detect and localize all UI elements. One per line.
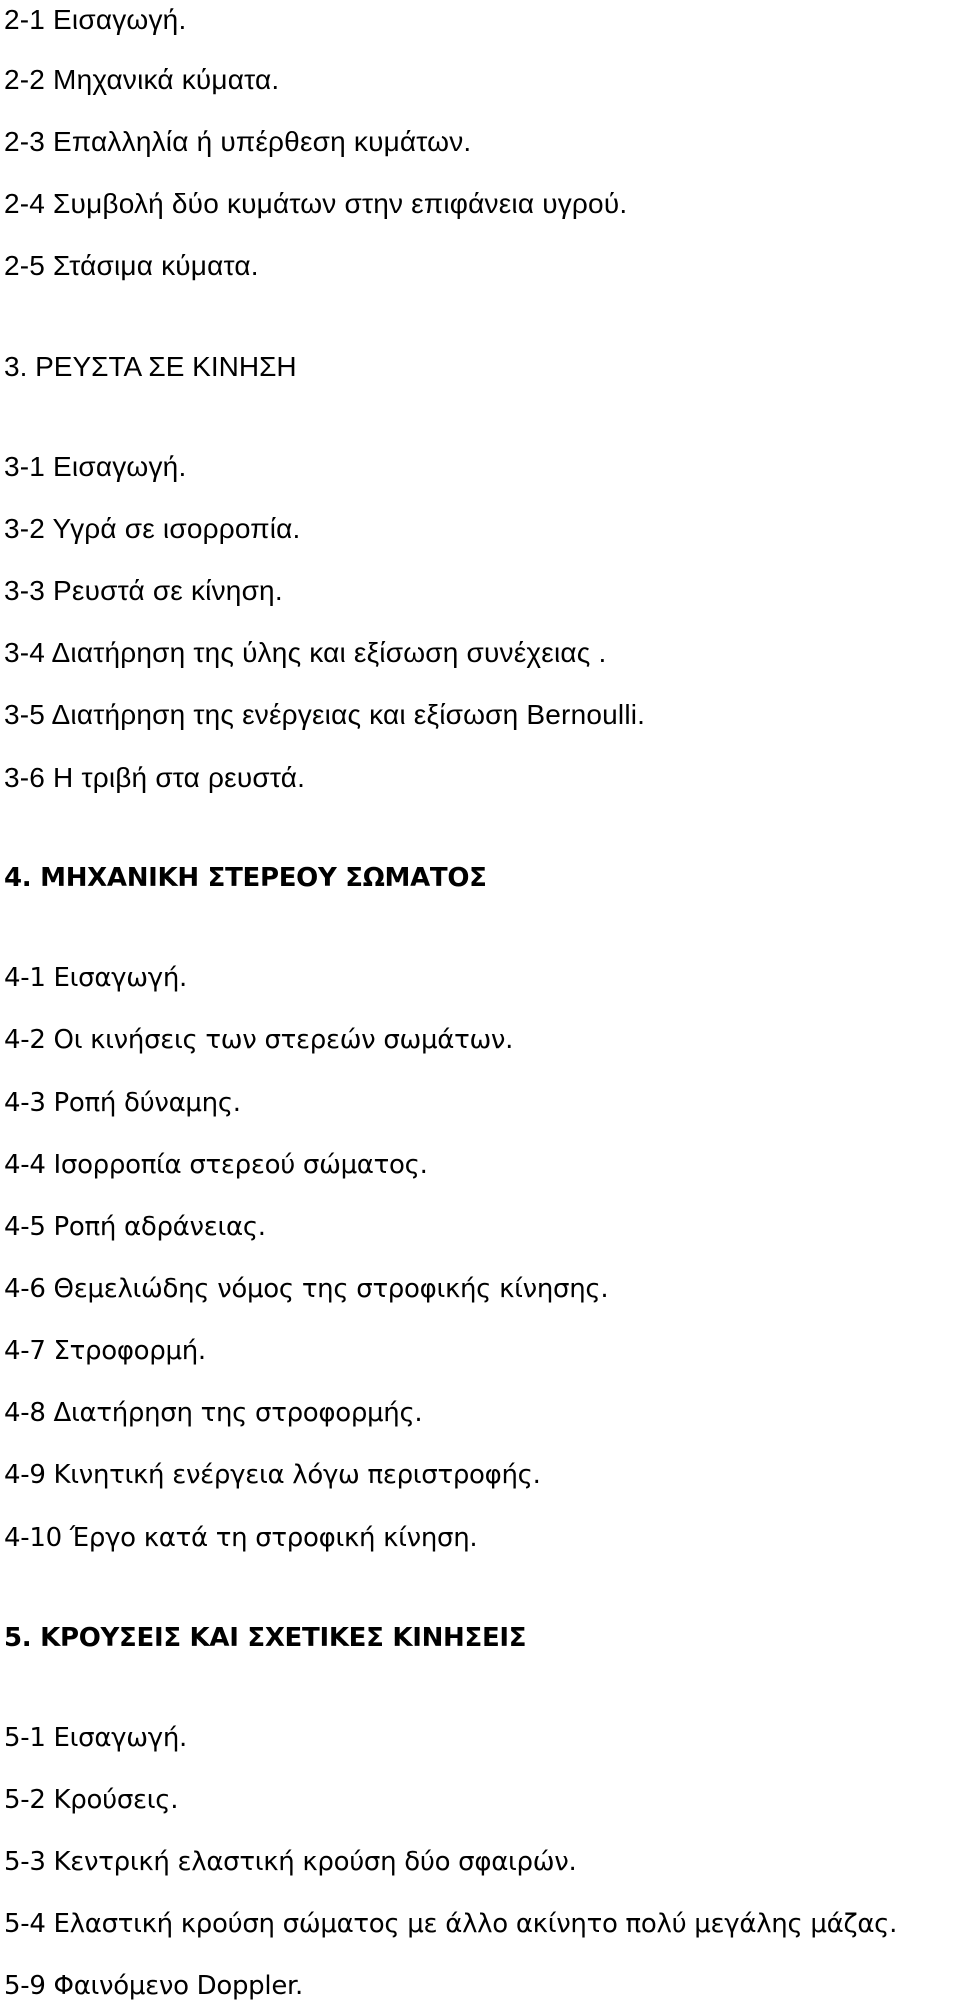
toc-item-4-5: 4-5 Ροπή αδράνειας. — [4, 1212, 266, 1242]
toc-item-5-4: 5-4 Ελαστική κρούση σώματος με άλλο ακίνητο πολύ μεγάλης μάζας. — [4, 1909, 898, 1939]
toc-item-2-5: 2-5 Στάσιμα κύματα. — [4, 250, 259, 281]
toc-item-4-6: 4-6 Θεμελιώδης νόμος της στροφικής κίνησης. — [4, 1274, 609, 1304]
toc-item-4-7: 4-7 Στροφορμή. — [4, 1336, 206, 1366]
toc-item-2-3: 2-3 Επαλληλία ή υπέρθεση κυμάτων. — [4, 126, 472, 157]
toc-item-2-4: 2-4 Συμβολή δύο κυμάτων στην επιφάνεια υγρού. — [4, 188, 628, 219]
toc-item-5-3: 5-3 Κεντρική ελαστική κρούση δύο σφαιρών. — [4, 1847, 577, 1877]
toc-item-3-2: 3-2 Υγρά σε ισορροπία. — [4, 513, 301, 544]
toc-item-5-1: 5-1 Εισαγωγή. — [4, 1723, 187, 1753]
toc-item-4-1: 4-1 Εισαγωγή. — [4, 963, 187, 993]
toc-item-4-4: 4-4 Ισορροπία στερεού σώματος. — [4, 1150, 428, 1180]
toc-item-4-9: 4-9 Κινητική ενέργεια λόγω περιστροφής. — [4, 1460, 541, 1490]
toc-item-4-2: 4-2 Οι κινήσεις των στερεών σωμάτων. — [4, 1025, 514, 1055]
toc-item-2-2: 2-2 Μηχανικά κύματα. — [4, 64, 280, 95]
toc-item-3-1: 3-1 Εισαγωγή. — [4, 451, 187, 482]
section-4-heading: 4. ΜΗΧΑΝΙΚΗ ΣΤΕΡΕΟΥ ΣΩΜΑΤΟΣ — [4, 863, 487, 893]
toc-item-3-5: 3-5 Διατήρηση της ενέργειας και εξίσωση Bernoulli. — [4, 699, 646, 730]
section-3-heading: 3. ΡΕΥΣΤΑ ΣΕ ΚΙΝΗΣΗ — [4, 351, 297, 382]
toc-item-4-10: 4-10 Έργο κατά τη στροφική κίνηση. — [4, 1523, 478, 1553]
toc-item-3-6: 3-6 Η τριβή στα ρευστά. — [4, 762, 306, 793]
toc-item-3-3: 3-3 Ρευστά σε κίνηση. — [4, 575, 283, 606]
toc-item-4-3: 4-3 Ροπή δύναμης. — [4, 1088, 241, 1118]
toc-item-5-9: 5-9 Φαινόμενο Doppler. — [4, 1971, 303, 2001]
toc-item-2-1: 2-1 Εισαγωγή. — [4, 4, 187, 35]
toc-item-4-8: 4-8 Διατήρηση της στροφορμής. — [4, 1398, 423, 1428]
section-5-heading: 5. ΚΡΟΥΣΕΙΣ ΚΑΙ ΣΧΕΤΙΚΕΣ ΚΙΝΗΣΕΙΣ — [4, 1623, 527, 1653]
toc-item-5-2: 5-2 Κρούσεις. — [4, 1785, 179, 1815]
toc-item-3-4: 3-4 Διατήρηση της ύλης και εξίσωση συνέχειας . — [4, 637, 607, 668]
